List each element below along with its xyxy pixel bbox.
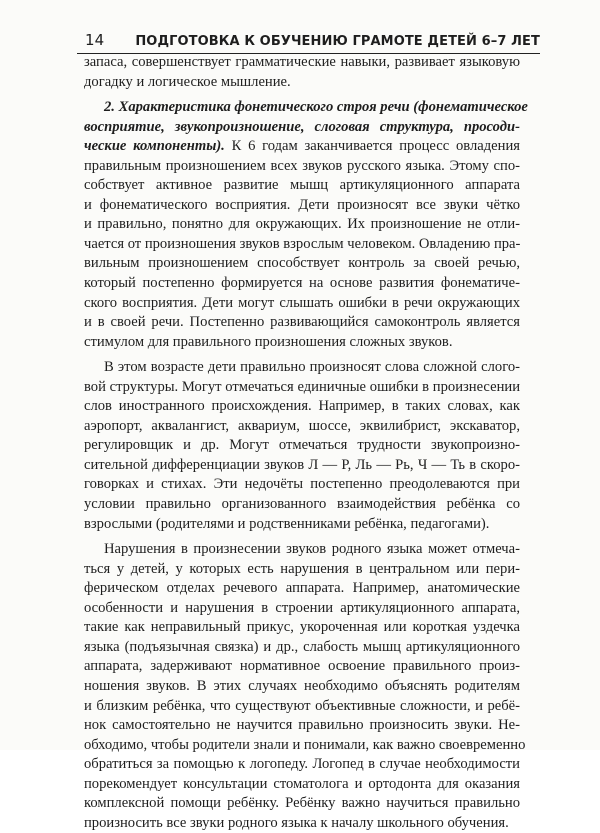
text-line: регулировщик и др. Могут отмечаться трудности звукопроизно- [84, 437, 520, 454]
text-line: комплексной помощи ребёнку. Ребёнку важно научиться правильно [84, 795, 520, 812]
text-line: особенности и нарушения в строении артикуляционного аппарата, [84, 599, 520, 616]
text-line: правильным произношением всех звуков русского языка. Этому спо- [84, 157, 520, 174]
text-line: ношения звуков. В этих случаях необходимо объяснять родителям [84, 677, 520, 694]
text-line: и фонематического восприятия. Дети произносят все звуки чётко [84, 196, 520, 213]
text-line: взрослыми (родителями и родственниками ребёнка, педагогами). [84, 515, 490, 532]
text-line: и близким ребёнка, что существуют объективные сложности, и ребё- [84, 697, 520, 714]
text-line: сительной дифференциации звуков Л — Р, Ль — Рь, Ч — Ть в скоро- [84, 456, 520, 473]
section-heading-text: 2. Характеристика фонетического строя речи (фонематическое [104, 99, 528, 116]
text-line: вильным произношением способствует контроль за своей речью, [84, 255, 520, 272]
section-heading-line [84, 98, 528, 118]
text-line: говорках и стихах. Эти недочёты постепенно преодолеваются при [84, 476, 520, 493]
body-text [84, 53, 528, 833]
text-line: ться у детей, у которых есть нарушения в центральном или пери- [84, 560, 520, 577]
text-line: такие как неправильный прикус, укороченная или короткая уздечка [84, 619, 520, 636]
text-line: Нарушения в произнесении звуков родного языка может отмеча- [104, 541, 520, 558]
text-line: и в своей речи. Постепенно развивающийся самоконтроль является [84, 314, 520, 331]
text-line: условии правильно организованного взаимодействия ребёнка со [84, 496, 520, 513]
text-line: вой структуры. Могут отмечаться единичные ошибки в произнесении [84, 378, 520, 395]
text-line: чается от произношения звуков взрослым человеком. Овладению пра- [84, 235, 521, 252]
syllables-paragraph [84, 358, 520, 534]
running-head [77, 23, 540, 54]
text-line: языка (подъязычная связка) и др., слабость мышц артикуляционного [84, 638, 520, 655]
text-line: собствует активное развитие мышц артикуляционного аппарата [84, 177, 520, 194]
section-intro-text: К 6 годам заканчивается процесс овладения [224, 138, 520, 155]
text-line: аппарата, задерживают нормативное освоение правильного произ- [84, 658, 520, 675]
section-heading-text: восприятие, звукопроизношение, слоговая структура, просоди- [84, 118, 520, 135]
chapter-title: ПОДГОТОВКА К ОБУЧЕНИЮ ГРАМОТЕ ДЕТЕЙ 6–7 ЛЕТ [135, 34, 540, 49]
text-line: аэропорт, аквалангист, аквариум, шоссе, эквилибрист, экскаватор, [84, 417, 520, 434]
text-line: стимулом для правильного произношения сложных звуков. [84, 333, 453, 350]
text-line: порекомендует консультации стоматолога и ортодонта для оказания [84, 775, 520, 792]
text-line: догадку и логическое мышление. [84, 73, 291, 90]
text-line: слов иностранного происхождения. Например, в таких словах, как [84, 398, 520, 415]
text-line: который постепенно формируется на основе развития фонематиче- [84, 275, 520, 292]
text-line: и правильно, понятно для окружающих. Их произношение не отли- [84, 216, 520, 233]
text-line: обратиться за помощью к логопеду. Логопед в случае необходимости [84, 756, 520, 773]
text-line: ферическом отделах речевого аппарата. Например, анатомические [84, 580, 520, 597]
text-line: В этом возрасте дети правильно произносят слова сложной слого- [104, 359, 520, 376]
text-line: ского восприятия. Дети могут слышать ошибки в речи окружающих [84, 294, 520, 311]
section-2-paragraph [84, 98, 528, 352]
text-line: запаса, совершенствует грамматические навыки, развивает языковую [84, 54, 520, 70]
page-number: 14 [85, 31, 105, 49]
text-line: обходимо, чтобы родители знали и понимали, как важно своевременно [84, 736, 526, 753]
text-line: нок самостоятельно не научится правильно произносить звуки. Не- [84, 717, 520, 734]
section-heading-line [84, 137, 520, 157]
section-heading-text: ческие компоненты). [84, 138, 225, 155]
section-heading-line [84, 118, 520, 138]
text-line: произносить все звуки родного языка к началу школьного обучения. [84, 814, 509, 831]
disorders-paragraph [84, 540, 526, 833]
continuation-paragraph [84, 53, 520, 92]
